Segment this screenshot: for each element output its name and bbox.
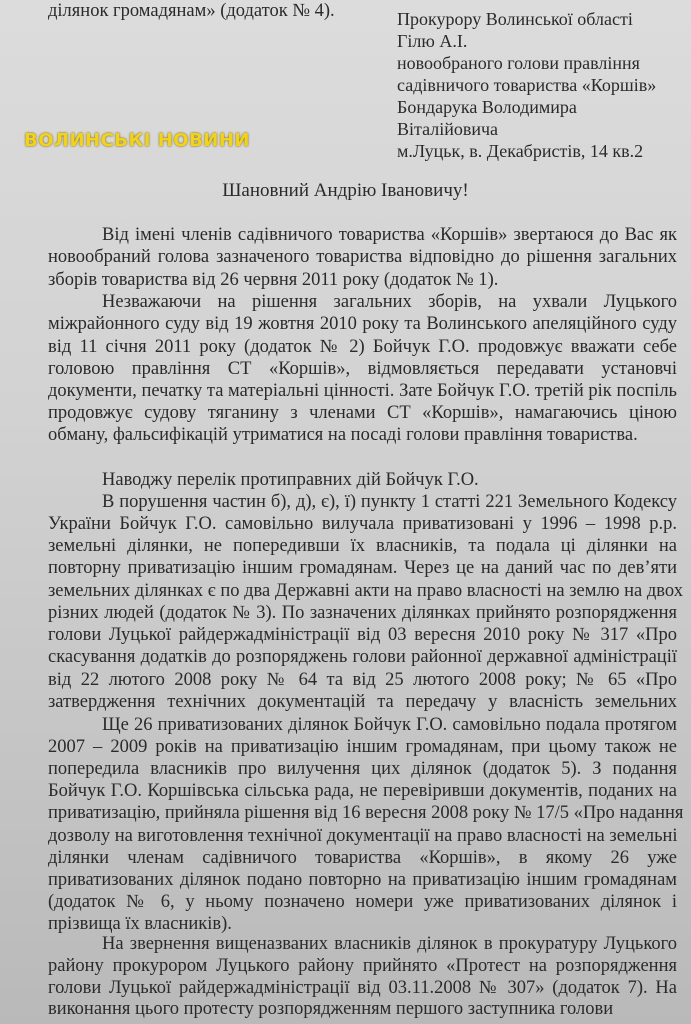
paragraph-line: виконання цього протесту розпорядженням першого заступника голови <box>48 999 614 1019</box>
paragraph-line: земельних ділянках є по два Державні акти на право власності на землю на двох <box>48 581 683 601</box>
paragraph-line: продовжує судову тяганину з членами СТ «Коршів», намагаючись ціною <box>48 403 677 423</box>
addressee-line: садівничого товариства «Коршів» <box>397 75 657 95</box>
paragraph-line: 2007 – 2009 років на приватизацію іншим громадянам, при цьому також не <box>48 737 677 757</box>
paragraph-line: прізвища їх власників). <box>48 914 232 934</box>
paragraph-line: скасування додатків до розпоряджень голови районної державної адміністрації <box>48 647 677 667</box>
addressee-line: Бондарука Володимира <box>397 97 577 117</box>
paragraph-line: міжрайонного суду від 19 жовтня 2010 року та Волинського апеляційного суду <box>48 314 677 334</box>
watermark-logo: ВОЛИНСЬКІ НОВИНИ <box>24 130 250 151</box>
paragraph-line: Бойчук Г.О. Коршівська сільська рада, не перевіривши документів, поданих на <box>48 781 677 801</box>
addressee-line: Прокурору Волинської області <box>397 9 633 29</box>
paragraph-line: обману, фальсифікацій утриматися на посаді голови правління товариства. <box>48 425 638 445</box>
paragraph-line: ділянок громадянам» (додаток № 4). <box>48 1 335 21</box>
paragraph-line: голови Луцької райдержадміністрації від 03.11.2008 № 307» (додаток 7). На <box>48 978 677 998</box>
addressee-line: Віталійовича <box>397 119 499 139</box>
paragraph-line: (додаток № 6, у ньому позначено номери уже приватизованих ділянок і <box>48 892 677 912</box>
paragraph-line: Ще 26 приватизованих ділянок Бойчук Г.О. самовільно подала протягом <box>102 715 677 735</box>
paragraph-line: затвердження технічних документацій та передачу у власність земельних <box>48 692 677 712</box>
paragraph-line: України Бойчук Г.О. самовільно вилучала приватизовані у 1996 – 1998 р.р. <box>48 514 677 534</box>
paragraph-line: головою правління СТ «Коршів», відмовляється передавати установчі <box>48 359 677 379</box>
paragraph-line: району прокурором Луцького району прийнято «Протест на розпорядження <box>48 956 677 976</box>
paragraph-line: В порушення частин б), д), є), ї) пункту 1 статті 221 Земельного Кодексу <box>102 492 677 512</box>
paragraph-line: ділянки членам садівничого товариства «Коршів», в якому 26 уже <box>48 848 677 868</box>
addressee-line: новообраного голови правління <box>397 53 640 73</box>
addressee-block <box>397 8 656 162</box>
paragraph-line: від 11 січня 2011 року (додаток № 2) Бойчук Г.О. продовжує вважати себе <box>48 337 677 357</box>
paragraph-line: приватизацію, прийняла рішення від 16 вересня 2008 року № 17/5 «Про надання <box>48 803 684 823</box>
greeting: Шановний Андрію Івановичу! <box>222 180 469 201</box>
paragraph-line: Незважаючи на рішення загальних зборів, на ухвали Луцького <box>102 292 677 312</box>
addressee-line: м.Луцьк, в. Декабристів, 14 кв.2 <box>397 141 644 161</box>
paragraph-line: документи, печатку та матеріальні цінності. Зате Бойчук Г.О. третій рік поспіль <box>48 381 677 401</box>
paragraph-line: дозволу на виготовлення технічної документації на право власності на земельні <box>48 826 678 846</box>
paragraph-line: попередила власників про вилучення цих ділянок (додаток 5). З подання <box>48 759 677 779</box>
paragraph-line: Від імені членів садівничого товариства «Коршів» звертаюся до Вас як <box>102 225 677 245</box>
paragraph-line: земельні ділянки, не попередивши їх власників, та подала ці ділянки на <box>48 536 677 556</box>
paragraph-line: зборів товариства від 26 червня 2011 року (додаток № 1). <box>48 270 499 290</box>
paragraph-line: голови Луцької райдержадміністрації від 03 вересня 2010 року № 317 «Про <box>48 625 677 645</box>
paragraph-line: повторну приватизацію іншим громадянам. Через це на даний час по дев’яти <box>48 558 677 578</box>
paragraph-line: різних людей (додаток № 3). По зазначених ділянках прийнято розпорядження <box>48 603 677 623</box>
paragraph-line: новообраний голова зазначеного товариства відповідно до рішення загальних <box>48 247 677 267</box>
paragraph-line: На звернення вищеназваних власників ділянок в прокуратуру Луцького <box>102 934 677 954</box>
addressee-line: Гілю А.І. <box>397 31 468 51</box>
paragraph-line: від 22 лютого 2008 року № 64 та від 25 лютого 2008 року; № 65 «Про <box>48 670 677 690</box>
paragraph-line: Наводжу перелік протиправних дій Бойчук Г.О. <box>102 470 479 490</box>
paragraph-line: приватизованих ділянок подано повторно на приватизацію іншим громадянам <box>48 870 677 890</box>
